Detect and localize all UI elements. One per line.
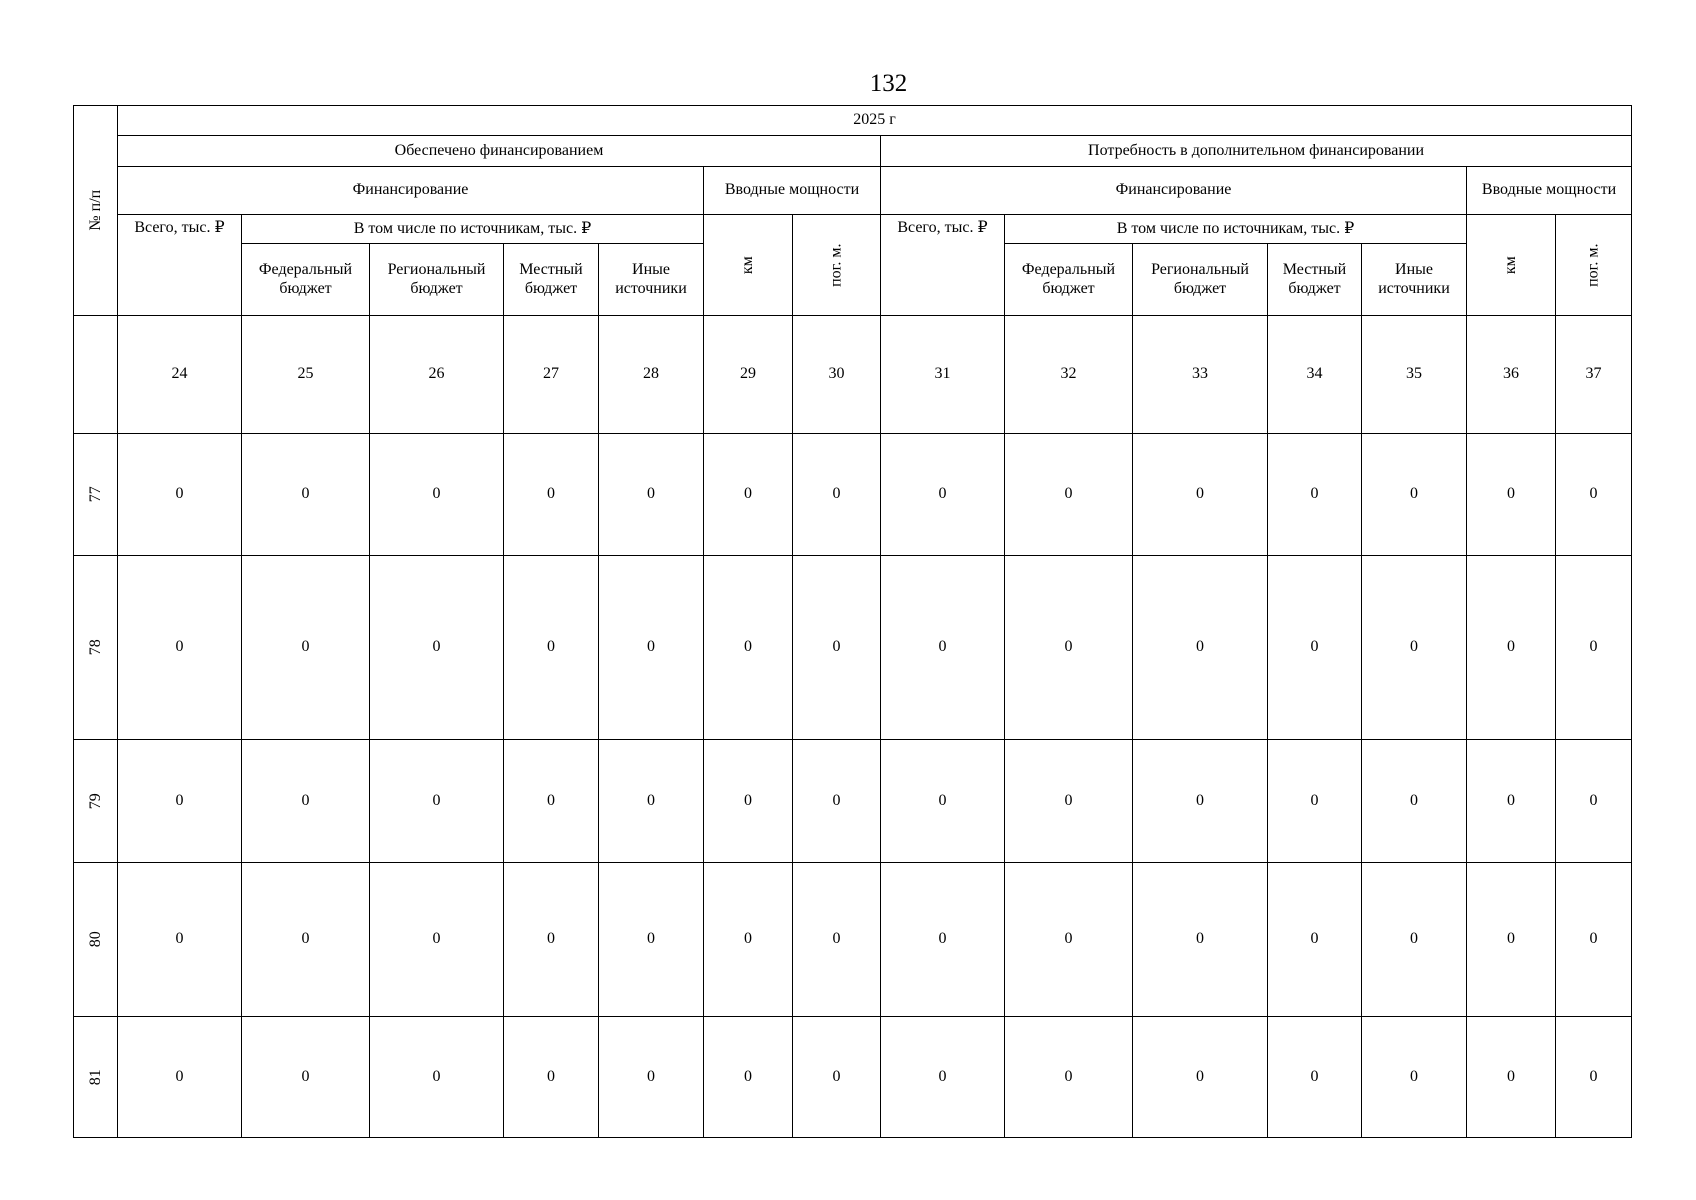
row-number-header: № п/п <box>74 106 118 316</box>
column-number-cell <box>74 316 118 434</box>
table-cell: 0 <box>1133 1017 1268 1138</box>
federal-budget-header: Федеральный бюджет <box>1005 244 1133 316</box>
table-cell: 0 <box>881 434 1005 556</box>
table-cell: 0 <box>118 1017 242 1138</box>
financing-table <box>73 105 1632 1138</box>
table-cell: 0 <box>1362 740 1467 863</box>
additional-need-header: Потребность в дополнительном финансировании <box>881 136 1632 167</box>
row-number: 80 <box>74 863 118 1017</box>
column-number: 35 <box>1362 316 1467 434</box>
table-cell: 0 <box>242 863 370 1017</box>
table-cell: 0 <box>1467 556 1556 740</box>
table-cell: 0 <box>504 740 599 863</box>
column-numbers-row <box>74 316 1632 434</box>
table-cell: 0 <box>1467 1017 1556 1138</box>
by-sources-header: В том числе по источникам, тыс. ₽ <box>1005 215 1467 244</box>
table-cell: 0 <box>1556 1017 1632 1138</box>
table-cell: 0 <box>242 740 370 863</box>
table-cell: 0 <box>793 434 881 556</box>
table-cell: 0 <box>704 556 793 740</box>
table-cell: 0 <box>504 434 599 556</box>
table-cell: 0 <box>118 434 242 556</box>
table-cell: 0 <box>599 434 704 556</box>
regional-budget-header: Региональный бюджет <box>370 244 504 316</box>
column-number: 28 <box>599 316 704 434</box>
table-cell: 0 <box>1005 434 1133 556</box>
table-cell: 0 <box>1556 863 1632 1017</box>
column-number: 36 <box>1467 316 1556 434</box>
table-cell: 0 <box>1268 556 1362 740</box>
table-cell: 0 <box>1133 434 1268 556</box>
row-number: 81 <box>74 1017 118 1138</box>
column-number: 25 <box>242 316 370 434</box>
column-number: 29 <box>704 316 793 434</box>
table-cell: 0 <box>881 1017 1005 1138</box>
table-cell: 0 <box>504 556 599 740</box>
table-cell: 0 <box>370 863 504 1017</box>
by-sources-header: В том числе по источникам, тыс. ₽ <box>242 215 704 244</box>
table-cell: 0 <box>1467 434 1556 556</box>
table-cell: 0 <box>1556 740 1632 863</box>
column-number: 24 <box>118 316 242 434</box>
row-number: 78 <box>74 556 118 740</box>
table-cell: 0 <box>793 1017 881 1138</box>
table-cell: 0 <box>1133 740 1268 863</box>
table-row <box>74 740 1632 863</box>
column-number: 34 <box>1268 316 1362 434</box>
table-cell: 0 <box>1268 1017 1362 1138</box>
table-cell: 0 <box>1467 863 1556 1017</box>
table-cell: 0 <box>370 434 504 556</box>
table-cell: 0 <box>118 863 242 1017</box>
table-cell: 0 <box>704 740 793 863</box>
table-cell: 0 <box>370 740 504 863</box>
column-number: 37 <box>1556 316 1632 434</box>
table-cell: 0 <box>881 740 1005 863</box>
financing-header: Финансирование <box>118 167 704 215</box>
table-cell: 0 <box>704 1017 793 1138</box>
table-row <box>74 556 1632 740</box>
column-number: 30 <box>793 316 881 434</box>
capacity-header: Вводные мощности <box>1467 167 1632 215</box>
table-cell: 0 <box>881 556 1005 740</box>
table-cell: 0 <box>242 556 370 740</box>
table-cell: 0 <box>1556 434 1632 556</box>
table-cell: 0 <box>242 1017 370 1138</box>
table-cell: 0 <box>370 1017 504 1138</box>
table-cell: 0 <box>599 1017 704 1138</box>
table-cell: 0 <box>1467 740 1556 863</box>
table-cell: 0 <box>793 740 881 863</box>
column-number: 27 <box>504 316 599 434</box>
table-cell: 0 <box>704 434 793 556</box>
table-cell: 0 <box>1133 863 1268 1017</box>
pog-m-header: пог. м. <box>1556 215 1632 316</box>
table-cell: 0 <box>1362 556 1467 740</box>
table-cell: 0 <box>1005 863 1133 1017</box>
table-cell: 0 <box>1005 1017 1133 1138</box>
table-cell: 0 <box>118 556 242 740</box>
table-cell: 0 <box>118 740 242 863</box>
table-cell: 0 <box>599 863 704 1017</box>
column-number: 31 <box>881 316 1005 434</box>
table-cell: 0 <box>881 863 1005 1017</box>
secured-financing-header: Обеспечено финансированием <box>118 136 881 167</box>
total-header: Всего, тыс. ₽ <box>881 215 1005 316</box>
row-number: 79 <box>74 740 118 863</box>
table-cell: 0 <box>793 863 881 1017</box>
table-cell: 0 <box>793 556 881 740</box>
table-cell: 0 <box>1268 863 1362 1017</box>
table-cell: 0 <box>1133 556 1268 740</box>
other-sources-header: Иные источники <box>599 244 704 316</box>
other-sources-header: Иные источники <box>1362 244 1467 316</box>
table-row <box>74 1017 1632 1138</box>
table-cell: 0 <box>370 556 504 740</box>
km-header: км <box>1467 215 1556 316</box>
table-cell: 0 <box>599 556 704 740</box>
table-cell: 0 <box>1362 863 1467 1017</box>
table-cell: 0 <box>242 434 370 556</box>
table-cell: 0 <box>504 863 599 1017</box>
table-cell: 0 <box>1005 740 1133 863</box>
table-cell: 0 <box>1556 556 1632 740</box>
table-cell: 0 <box>1362 1017 1467 1138</box>
local-budget-header: Местный бюджет <box>504 244 599 316</box>
local-budget-header: Местный бюджет <box>1268 244 1362 316</box>
table-row <box>74 434 1632 556</box>
table-cell: 0 <box>1268 434 1362 556</box>
column-number: 33 <box>1133 316 1268 434</box>
table-cell: 0 <box>1005 556 1133 740</box>
total-header: Всего, тыс. ₽ <box>118 215 242 316</box>
year-header: 2025 г <box>118 106 1632 136</box>
page-number: 132 <box>869 70 908 97</box>
table-cell: 0 <box>504 1017 599 1138</box>
table-cell: 0 <box>1268 740 1362 863</box>
regional-budget-header: Региональный бюджет <box>1133 244 1268 316</box>
table-cell: 0 <box>704 863 793 1017</box>
financing-header: Финансирование <box>881 167 1467 215</box>
table-cell: 0 <box>599 740 704 863</box>
column-number: 26 <box>370 316 504 434</box>
federal-budget-header: Федеральный бюджет <box>242 244 370 316</box>
column-number: 32 <box>1005 316 1133 434</box>
table-cell: 0 <box>1362 434 1467 556</box>
row-number: 77 <box>74 434 118 556</box>
capacity-header: Вводные мощности <box>704 167 881 215</box>
km-header: км <box>704 215 793 316</box>
table-row <box>74 863 1632 1017</box>
pog-m-header: пог. м. <box>793 215 881 316</box>
